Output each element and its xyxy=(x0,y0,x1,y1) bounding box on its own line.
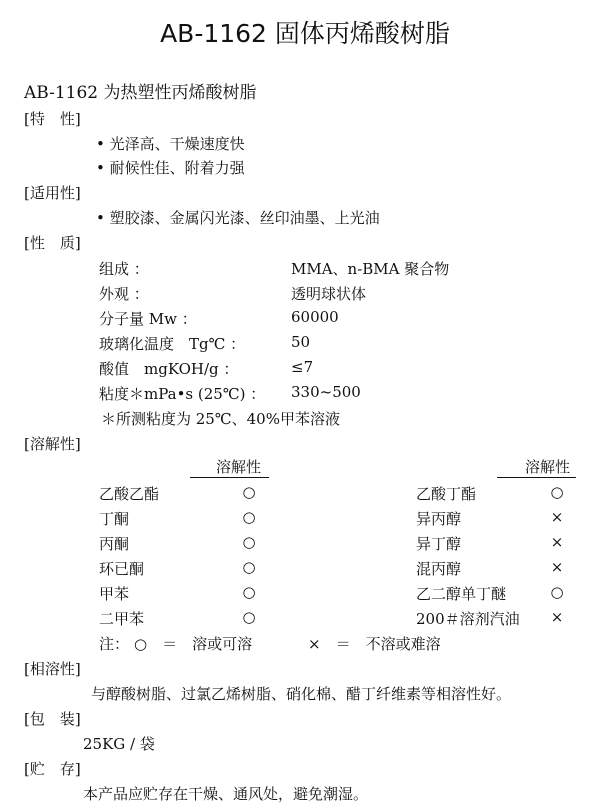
property-label: 外观 ： xyxy=(99,285,149,303)
packaging-heading: [包 装] xyxy=(24,710,81,728)
legend-prefix: 注： xyxy=(99,635,130,653)
legend-soluble: ○ ＝ 溶或可溶 xyxy=(134,635,253,653)
solubility-mark: ○ xyxy=(550,483,564,501)
property-label: 粘度＊mPa•s (25℃) ： xyxy=(99,385,266,403)
property-label: 分子量 Mw ： xyxy=(99,310,197,328)
solubility-heading: [溶解性] xyxy=(24,435,81,453)
solvent-name: 异丙醇 xyxy=(416,510,462,528)
property-label: 组成 ： xyxy=(99,260,149,278)
applicability-heading: [适用性] xyxy=(24,184,81,202)
solvent-name: 乙二醇单丁醚 xyxy=(416,585,507,603)
page-title: AB-1162 固体丙烯酸树脂 xyxy=(160,19,450,48)
solvent-name: 混丙醇 xyxy=(416,560,462,578)
solubility-mark: ○ xyxy=(242,558,256,576)
solvent-name: 200＃溶剂汽油 xyxy=(416,610,520,628)
property-value: 50 xyxy=(291,333,311,351)
solubility-mark: ○ xyxy=(242,508,256,526)
viscosity-note: ＊所测粘度为 25℃、40%甲苯溶液 xyxy=(101,410,340,428)
solvent-name: 异丁醇 xyxy=(416,535,462,553)
solubility-mark: × xyxy=(550,558,564,576)
solvent-name: 丁酮 xyxy=(99,510,130,528)
product-description: AB-1162 为热塑性丙烯酸树脂 xyxy=(24,83,257,103)
property-value: 60000 xyxy=(291,308,339,326)
property-label: 玻璃化温度 Tg℃ ： xyxy=(99,335,246,353)
solubility-mark: ○ xyxy=(242,533,256,551)
features-heading: [特 性] xyxy=(24,110,81,128)
storage-heading: [贮 存] xyxy=(24,760,81,778)
solubility-column-header: 溶解性 xyxy=(190,458,269,478)
solvent-name: 环已酮 xyxy=(99,560,145,578)
solvent-name: 丙酮 xyxy=(99,535,130,553)
property-value: 330~500 xyxy=(291,383,361,401)
solvent-name: 乙酸乙酯 xyxy=(99,485,160,503)
compatibility-text: 与醇酸树脂、过氯乙烯树脂、硝化棉、醋丁纤维素等相溶性好。 xyxy=(91,685,512,703)
applicability-item: • 塑胶漆、金属闪光漆、丝印油墨、上光油 xyxy=(96,209,380,227)
feature-item: • 光泽高、干燥速度快 xyxy=(96,135,245,153)
legend-insoluble: × ＝ 不溶或难溶 xyxy=(308,635,441,653)
solubility-mark: ○ xyxy=(242,608,256,626)
property-value: MMA、n-BMA 聚合物 xyxy=(291,260,450,278)
compatibility-heading: [相溶性] xyxy=(24,660,81,678)
solubility-mark: ○ xyxy=(242,583,256,601)
packaging-text: 25KG / 袋 xyxy=(83,735,155,753)
property-label: 酸值 mgKOH/g ： xyxy=(99,360,239,378)
solubility-mark: × xyxy=(550,533,564,551)
solubility-mark: ○ xyxy=(550,583,564,601)
solvent-name: 二甲苯 xyxy=(99,610,145,628)
solubility-column-header: 溶解性 xyxy=(497,458,576,478)
solubility-mark: × xyxy=(550,608,564,626)
property-value: 透明球状体 xyxy=(291,285,367,303)
storage-text: 本产品应贮存在干燥、通风处，避免潮湿。 xyxy=(83,785,369,803)
properties-heading: [性 质] xyxy=(24,234,81,252)
property-value: ≤7 xyxy=(291,358,314,376)
solvent-name: 乙酸丁酯 xyxy=(416,485,477,503)
feature-item: • 耐候性佳、附着力强 xyxy=(96,159,245,177)
solubility-mark: × xyxy=(550,508,564,526)
solubility-mark: ○ xyxy=(242,483,256,501)
solvent-name: 甲苯 xyxy=(99,585,130,603)
